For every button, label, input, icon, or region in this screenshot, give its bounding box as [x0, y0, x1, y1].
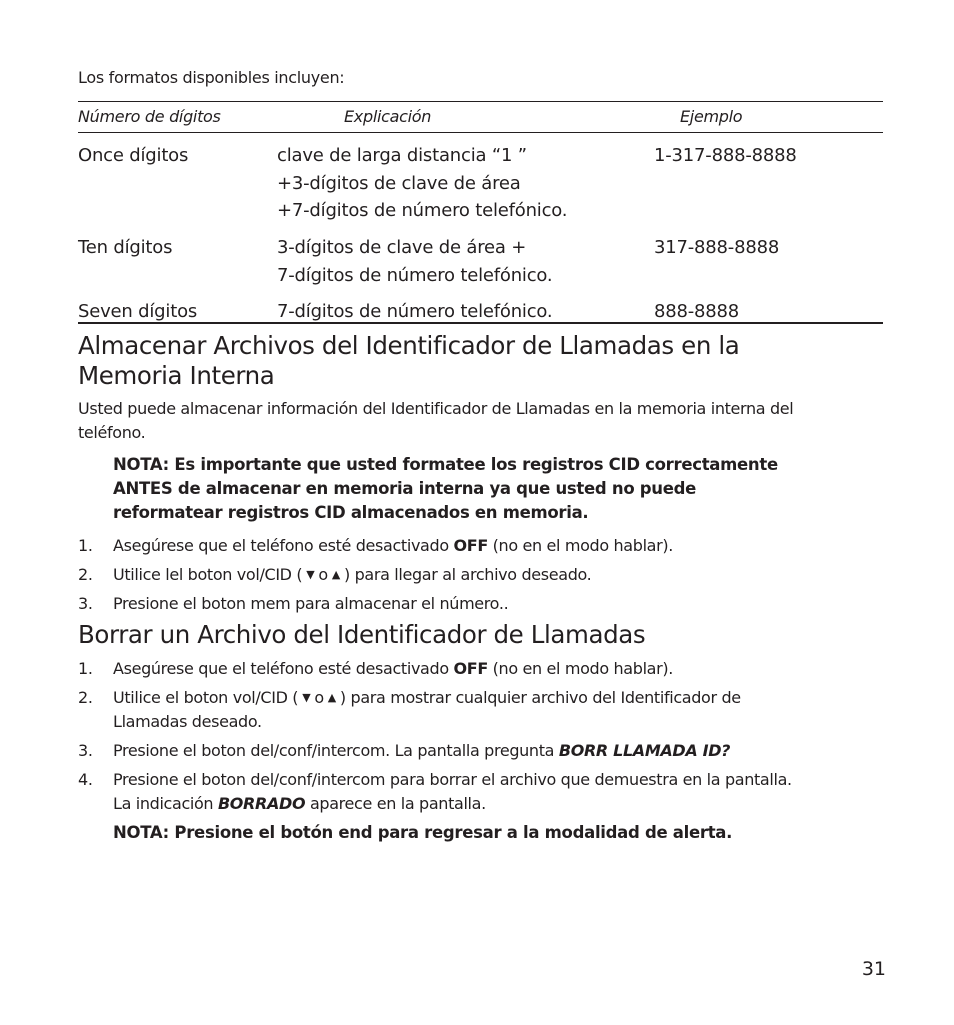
row-name: Seven dígitos — [78, 301, 198, 322]
table-header — [78, 102, 883, 132]
explanation-line: 7-dígitos de número telefónico. — [277, 264, 553, 286]
step-text: Presione el boton mem para almacenar el número.. — [113, 594, 509, 613]
row-name: Once dígitos — [78, 145, 189, 166]
header-example: Ejemplo — [680, 107, 743, 126]
store-note — [113, 453, 853, 525]
step-text — [113, 563, 873, 587]
para-line: teléfono. — [78, 423, 146, 442]
row-example: 317-888-8888 — [654, 237, 780, 258]
display-prompt: BORRADO — [217, 794, 306, 813]
step-text-part: ) para llegar al archivo deseado. — [344, 565, 592, 584]
row-explanation — [277, 142, 567, 225]
explanation-line: 7-dígitos de número telefónico. — [277, 301, 553, 322]
table-row — [78, 298, 883, 326]
delete-note: NOTA: Presione el botón end para regresar a la modalidad de alerta. — [113, 823, 733, 842]
explanation-line: +3-dígitos de clave de área — [277, 172, 521, 194]
intro-text: Los formatos disponibles incluyen: — [78, 68, 345, 87]
row-name: Ten dígitos — [78, 237, 173, 258]
display-prompt: BORR LLAMADA ID? — [558, 741, 731, 760]
step-number: 2. — [78, 688, 93, 707]
section-title-delete: Borrar un Archivo del Identificador de Llamadas — [78, 620, 646, 649]
step-text-part: ) para mostrar cualquier archivo del Identificador de — [339, 688, 741, 707]
step-text-part: Presione el boton del/conf/intercom. La pantalla pregunta — [113, 741, 559, 760]
step-text-part: Utilice lel boton vol/CID ( — [113, 565, 303, 584]
step-text — [113, 657, 873, 681]
explanation-line: +7-dígitos de número telefónico. — [277, 200, 568, 221]
step-number: 1. — [78, 536, 93, 555]
formats-table — [78, 101, 883, 324]
step-number: 3. — [78, 741, 93, 760]
triangle-down-icon: ▼ — [306, 568, 315, 581]
off-label: OFF — [453, 536, 488, 555]
header-digits: Número de dígitos — [78, 107, 221, 126]
step-text — [113, 686, 873, 734]
row-explanation — [277, 298, 552, 326]
store-description — [78, 397, 883, 445]
header-explanation: Explicación — [344, 107, 432, 126]
explanation-line: 3-dígitos de clave de área + — [277, 237, 527, 258]
row-example: 1-317-888-8888 — [654, 145, 797, 166]
note-line: ANTES de almacenar en memoria interna ya que usted no puede — [113, 479, 697, 498]
title-line: Memoria Interna — [78, 361, 275, 390]
step-text — [113, 534, 873, 558]
triangle-down-icon: ▼ — [302, 691, 311, 704]
step-number: 1. — [78, 659, 93, 678]
explanation-line: clave de larga distancia “1 ” — [277, 145, 527, 166]
step-text-part: Utilice el boton vol/CID ( — [113, 688, 299, 707]
step-text-part: Presione el boton del/conf/intercom para borrar el archivo que demuestra en la pantalla. — [113, 770, 792, 789]
step-number: 2. — [78, 565, 93, 584]
table-header-rule — [78, 132, 883, 133]
row-explanation — [277, 234, 552, 289]
step-text-part: Asegúrese que el teléfono esté desactivado — [113, 659, 454, 678]
step-text-part: o — [318, 565, 328, 584]
step-text-part: Llamadas deseado. — [113, 712, 262, 731]
page-number: 31 — [861, 958, 886, 980]
off-label: OFF — [453, 659, 488, 678]
step-text-part: La indicación — [113, 794, 218, 813]
step-number: 4. — [78, 770, 93, 789]
section-title-store — [78, 331, 739, 391]
step-text-part: Asegúrese que el teléfono esté desactivado — [113, 536, 454, 555]
step-text-part: (no en el modo hablar). — [487, 659, 673, 678]
row-example: 888-8888 — [654, 301, 740, 322]
para-line: Usted puede almacenar información del Identificador de Llamadas en la memoria interna del — [78, 399, 794, 418]
step-text-part: (no en el modo hablar). — [487, 536, 673, 555]
triangle-up-icon: ▲ — [327, 691, 336, 704]
table-row — [78, 234, 883, 289]
step-text — [113, 739, 873, 763]
step-text — [113, 768, 873, 816]
title-line: Almacenar Archivos del Identificador de Llamadas en la — [78, 331, 740, 360]
note-line: NOTA: Es importante que usted formatee los registros CID correctamente — [113, 455, 778, 474]
table-row — [78, 142, 883, 225]
step-text-part: o — [314, 688, 324, 707]
step-text-part: aparece en la pantalla. — [305, 794, 486, 813]
note-line: reformatear registros CID almacenados en memoria. — [113, 503, 589, 522]
step-number: 3. — [78, 594, 93, 613]
triangle-up-icon: ▲ — [331, 568, 340, 581]
